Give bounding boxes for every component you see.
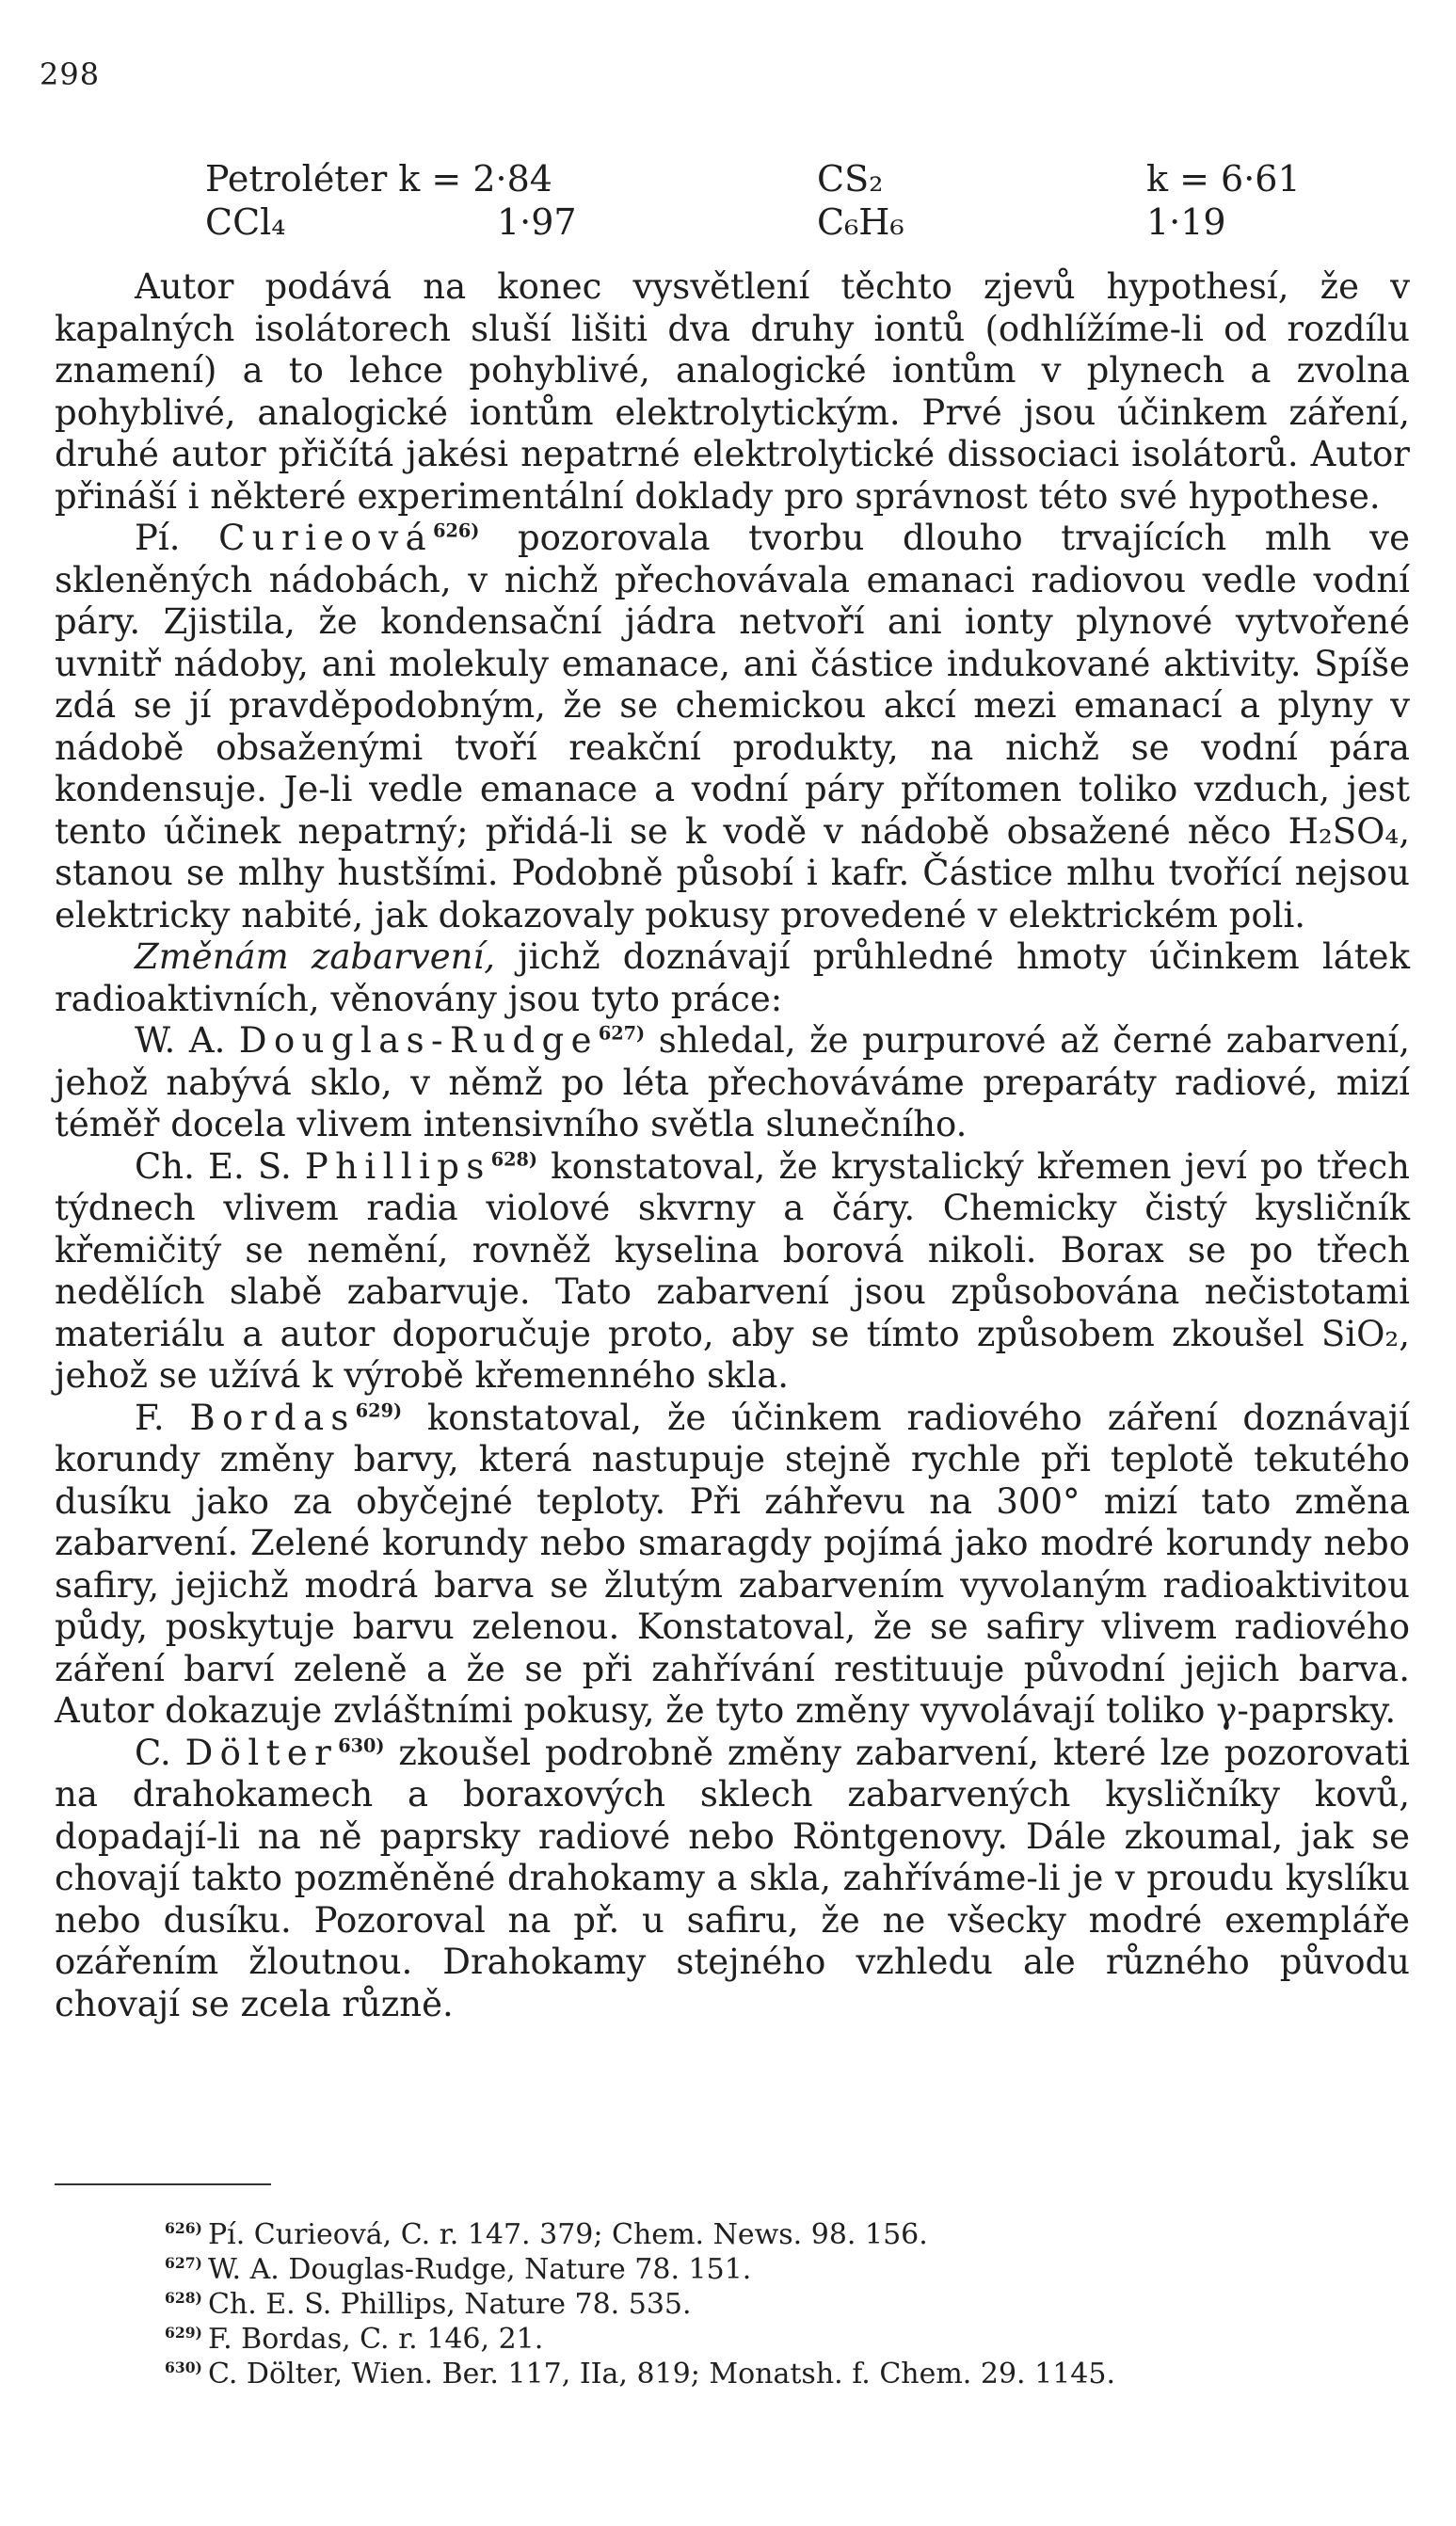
paragraph-text: pozorovala tvorbu dlouho trvajících mlh ve skleněných nádobách, v nichž přechovávala emanaci radiovou vedle vodní páry. Zjistila, že kondensační jádra netvoří ani ionty plynové vytvořené uvnitř nádoby, ani molekuly emanace, ani částice indukované aktivity. Spíše zdá se jí pravděpodobným, že se chemickou akcí mezi emanací a plyny v nádobě obsaženými tvoří reakční produkty, na nichž se vodní pára kondensuje. Je-li vedle emanace a vodní páry přítomen toliko vzduch, jest tento účinek nepatrný; přidá-li se k vodě v nádobě obsažené něco H₂SO₄, stanou se mlhy hustšími. Podobně působí i kafr. Částice mlhu tvořící nejsou elektricky nabité, jak dokazovaly pokusy provedené v elektrickém poli. bbox=[55, 518, 1410, 935]
footnote bbox=[165, 2252, 1115, 2287]
footnote-number: 626) bbox=[165, 2219, 202, 2237]
paragraph-lead: Ch. E. S. bbox=[135, 1145, 305, 1187]
constants-row bbox=[205, 158, 1301, 201]
paragraph-text: jichž doznávají průhledné hmoty účinkem látek radioaktivních, věnovány jsou tyto práce: bbox=[55, 936, 1410, 1019]
footnote-text: W. A. Douglas-Rudge, Nature 78. 151. bbox=[207, 2253, 752, 2286]
author-name: Bordas bbox=[189, 1397, 356, 1438]
page-number: 298 bbox=[40, 56, 101, 92]
footnote-divider bbox=[55, 2183, 271, 2185]
paragraph-lead: W. A. bbox=[135, 1020, 239, 1061]
substance-a: Petroléter k = 2·84 bbox=[205, 158, 552, 200]
paragraph-lead: C. bbox=[135, 1732, 185, 1773]
value-b: k = 6·61 bbox=[1146, 158, 1301, 200]
paragraph-text: konstatoval, že krystalický křemen jeví po třech týdnech vlivem radia violové skvrny a čáry. Chemicky čistý kysličník křemičitý se nemění, rovněž kyselina borová nikoli. Borax se po třech nedělích slabě zabarvuje. Tato zabarvení jsou způsobována nečistotami materiálu a autor doporučuje proto, aby se tímto způsobem zkoušel SiO₂, jehož se užívá k výrobě křemenného skla. bbox=[55, 1145, 1410, 1396]
paragraph bbox=[55, 518, 1410, 936]
footnote-reference: 627) bbox=[598, 1022, 646, 1045]
paragraph bbox=[55, 1020, 1410, 1146]
footnotes bbox=[165, 2217, 1115, 2391]
paragraph-lead: F. bbox=[135, 1397, 190, 1438]
main-text bbox=[55, 266, 1410, 2025]
footnote-number: 627) bbox=[165, 2254, 202, 2272]
footnote bbox=[165, 2287, 1115, 2322]
footnote-text: C. Dölter, Wien. Ber. 117, IIa, 819; Monatsh. f. Chem. 29. 1145. bbox=[207, 2358, 1116, 2390]
footnote bbox=[165, 2217, 1115, 2252]
value-b: 1·19 bbox=[1146, 201, 1226, 243]
footnote bbox=[165, 2357, 1115, 2391]
paragraph bbox=[55, 1146, 1410, 1398]
paragraph bbox=[55, 936, 1410, 1020]
paragraph bbox=[55, 1398, 1410, 1733]
footnote bbox=[165, 2322, 1115, 2357]
paragraph-text: zkoušel podrobně změny zabarvení, které lze pozorovati na drahokamech a boraxových sklech zabarvených kysličníky kovů, dopadají-li na ně paprsky radiové nebo Röntgenovy. Dále zkoumal, jak se chovají takto pozměněné drahokamy a skla, zahříváme-li je v proudu kyslíku nebo dusíku. Pozoroval na př. u safiru, že ne všecky modré exempláře ozářením žloutnou. Drahokamy stejného vzhledu ale různého původu chovají se zcela různě. bbox=[55, 1732, 1410, 2024]
footnote-number: 629) bbox=[165, 2324, 202, 2342]
footnote-text: Pí. Curieová, C. r. 147. 379; Chem. News. 98. 156. bbox=[207, 2218, 928, 2251]
author-name: Dölter bbox=[184, 1732, 339, 1773]
paragraph bbox=[55, 266, 1410, 518]
paragraph bbox=[55, 1733, 1410, 2026]
paragraph-lead: Pí. bbox=[135, 518, 219, 558]
constants-row bbox=[205, 201, 1288, 245]
paragraph-text: konstatoval, že účinkem radiového záření doznávají korundy změny barvy, která nastupuje stejně rychle při teplotě tekutého dusíku jako za obyčejné teploty. Při záhřevu na 300° mizí tato změna zabarvení. Zelené korundy nebo smaragdy pojímá jako modré korundy nebo safiry, jejichž modrá barva se žlutým zabarvením vyvolaným radioaktivitou půdy, poskytuje barvu zelenou. Konstatoval, že se safiry vlivem radiového záření barví zeleně a že se při zahřívání restituuje původní jejich barva. Autor dokazuje zvláštními pokusy, že tyto změny vyvolávají toliko γ-paprsky. bbox=[55, 1397, 1410, 1731]
footnote-number: 630) bbox=[165, 2358, 202, 2376]
footnote-reference: 630) bbox=[338, 1735, 385, 1757]
paragraph-lead: Změnám zabarvení, bbox=[135, 936, 496, 977]
substance-b: C₆H₆ bbox=[817, 201, 904, 243]
paragraph-text: Autor podává na konec vysvětlení těchto zjevů hypothesí, že v kapalných isolátorech sluší lišiti dva druhy iontů (odhlížíme-li od rozdílu znamení) a to lehce pohyblivé, analogické iontům v plynech a zvolna pohyblivé, analogické iontům elektrolytickým. Prvé jsou účinkem záření, druhé autor přičítá jakési nepatrné elektrolytické dissociaci isolátorů. Autor přináší i některé experimentální doklady pro správnost této své hypothese. bbox=[55, 266, 1410, 517]
paragraph-text: shledal, že purpurové až černé zabarvení, jehož nabývá sklo, v němž po léta přechováváme preparáty radiové, mizí téměř docela vlivem intensivního světla slunečního. bbox=[55, 1020, 1410, 1144]
dielectric-constants-list bbox=[205, 158, 1301, 245]
footnote-text: F. Bordas, C. r. 146, 21. bbox=[207, 2323, 544, 2356]
value-a: 1·97 bbox=[497, 201, 577, 243]
footnote-reference: 626) bbox=[433, 520, 480, 542]
author-name: Phillips bbox=[304, 1145, 491, 1187]
footnote-reference: 629) bbox=[355, 1399, 403, 1422]
author-name: Douglas-Rudge bbox=[238, 1020, 599, 1061]
footnote-number: 628) bbox=[165, 2289, 202, 2307]
footnote-reference: 628) bbox=[490, 1148, 538, 1171]
author-name: Curieová bbox=[218, 518, 434, 558]
footnote-text: Ch. E. S. Phillips, Nature 78. 535. bbox=[207, 2288, 692, 2321]
substance-a: CCl₄ bbox=[205, 201, 286, 243]
substance-b: CS₂ bbox=[817, 158, 884, 200]
